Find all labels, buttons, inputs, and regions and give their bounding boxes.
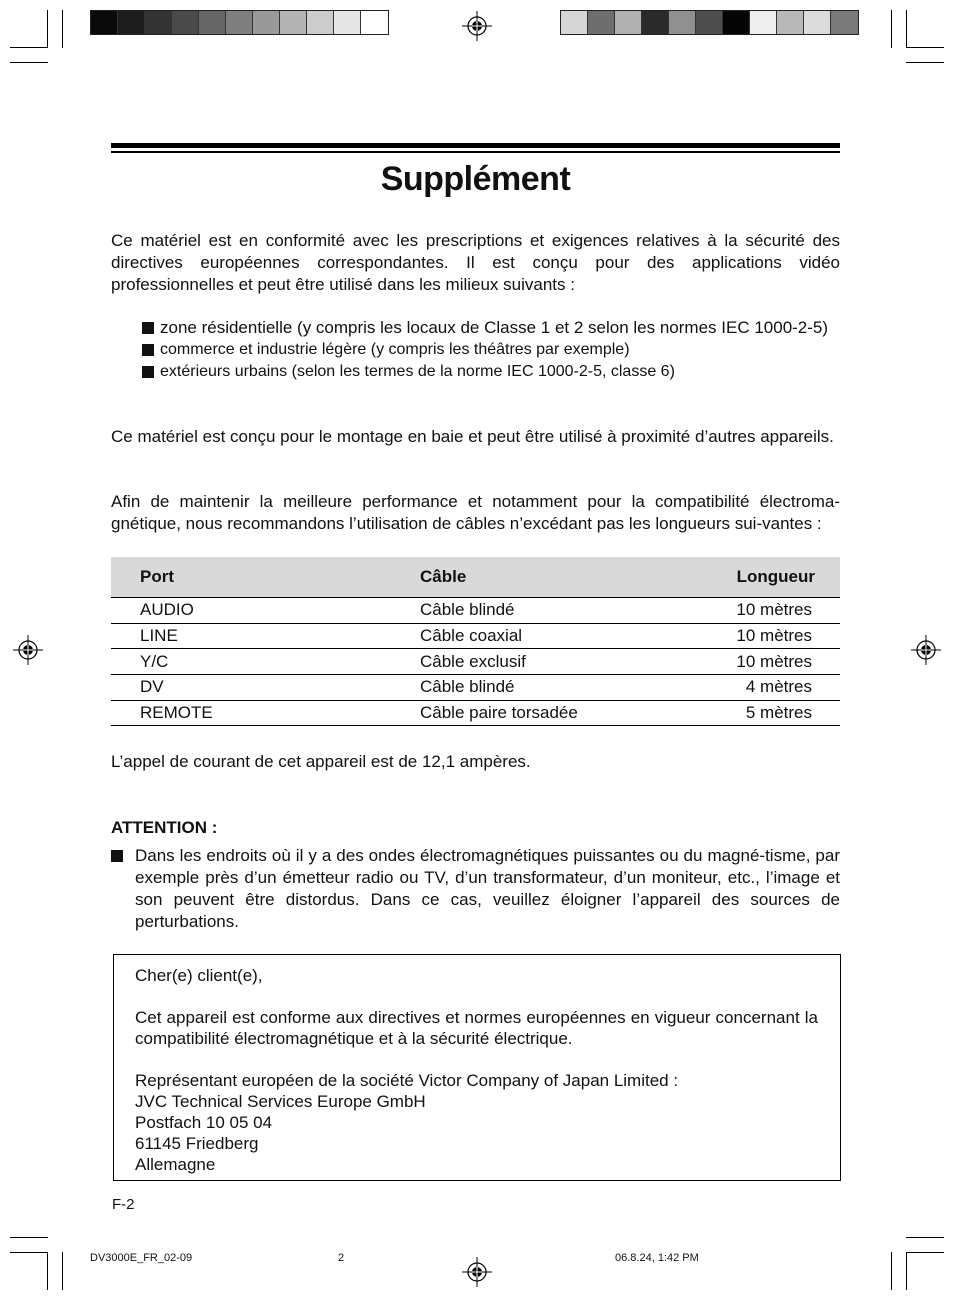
column-header-cable: Câble (420, 567, 467, 586)
cell-port: AUDIO (140, 600, 194, 620)
gray-swatch (145, 11, 172, 34)
footer-timestamp: 06.8.24, 1:42 PM (615, 1252, 699, 1264)
registration-mark-icon (462, 1257, 492, 1287)
cell-cable: Câble exclusif (420, 651, 526, 671)
footer-sheet-number: 2 (338, 1252, 345, 1264)
attention-item: Dans les endroits où il y a des ondes électromagnétiques puissantes ou du magné-tisme, par exemple près d’un émetteur radio ou TV, d’un transformateur, d’un moniteur, etc., l’image et son peuvent être distordus. Dans ce cas, veuillez éloigner l’appareil des sources de perturbations. (111, 845, 840, 933)
notice-representative: Représentant européen de la société Victor Company of Japan Limited : (135, 1071, 679, 1090)
table-row (111, 624, 840, 650)
grayscale-bar-right (560, 10, 859, 35)
gray-swatch (253, 11, 280, 34)
environment-list (142, 317, 840, 383)
cell-cable: Câble coaxial (420, 626, 523, 646)
cell-length: 10 mètres (736, 600, 812, 620)
gray-swatch (172, 11, 199, 34)
registration-mark-icon (462, 11, 492, 41)
table-row (111, 675, 840, 701)
header-rule-thick (111, 143, 840, 148)
gray-swatch (561, 11, 588, 34)
table-row (111, 598, 840, 624)
grayscale-bar-left (90, 10, 389, 35)
cell-length: 5 mètres (745, 703, 812, 723)
attention-heading: ATTENTION : (111, 818, 218, 837)
table-row (111, 701, 840, 727)
cable-intro-paragraph: Afin de maintenir la meilleure performance et notamment pour la compatibilité électroma-gnétique, nous recommandons l’utilisation de câbles n’excédant pas les longueurs sui-vantes : (111, 492, 840, 533)
page-number: F-2 (112, 1196, 135, 1213)
cell-port: Y/C (140, 651, 169, 671)
gray-swatch (118, 11, 145, 34)
footer-filename: DV3000E_FR_02-09 (90, 1252, 193, 1264)
square-bullet-icon (111, 850, 123, 862)
table-row (111, 649, 840, 675)
cell-port: LINE (140, 626, 178, 646)
notice-address-line: Postfach 10 05 04 (135, 1113, 273, 1132)
gray-swatch (831, 11, 858, 34)
square-bullet-icon (142, 344, 154, 356)
gray-swatch (361, 11, 388, 34)
cell-port: DV (140, 677, 164, 697)
header-rule-thin (111, 151, 840, 153)
cell-cable: Câble blindé (420, 677, 515, 697)
notice-address-line: 61145 Friedberg (135, 1134, 259, 1153)
table-header (111, 557, 840, 598)
notice-address-line: Allemagne (135, 1155, 216, 1174)
gray-swatch (588, 11, 615, 34)
customer-notice-box (113, 954, 841, 1181)
registration-mark-icon (13, 635, 43, 665)
cell-length: 4 mètres (745, 677, 812, 697)
gray-swatch (777, 11, 804, 34)
gray-swatch (226, 11, 253, 34)
list-item: extérieurs urbains (selon les termes de la norme IEC 1000-2-5, classe 6) (142, 361, 840, 383)
cable-table (111, 557, 840, 726)
gray-swatch (804, 11, 831, 34)
cell-port: REMOTE (140, 703, 213, 723)
gray-swatch (307, 11, 334, 34)
column-header-length: Longueur (736, 567, 815, 586)
gray-swatch (642, 11, 669, 34)
cell-cable: Câble blindé (420, 600, 515, 620)
gray-swatch (615, 11, 642, 34)
cell-length: 10 mètres (736, 626, 812, 646)
gray-swatch (696, 11, 723, 34)
list-item: commerce et industrie légère (y compris les théâtres par exemple) (142, 339, 840, 361)
gray-swatch (199, 11, 226, 34)
gray-swatch (669, 11, 696, 34)
notice-address-line: JVC Technical Services Europe GmbH (135, 1092, 426, 1111)
gray-swatch (334, 11, 361, 34)
square-bullet-icon (142, 366, 154, 378)
list-item: zone résidentielle (y compris les locaux de Classe 1 et 2 selon les normes IEC 1000-2-5) (142, 317, 840, 339)
gray-swatch (723, 11, 750, 34)
cell-length: 10 mètres (736, 651, 812, 671)
column-header-port: Port (140, 567, 174, 586)
registration-mark-icon (911, 635, 941, 665)
square-bullet-icon (142, 322, 154, 334)
gray-swatch (750, 11, 777, 34)
notice-body: Cet appareil est conforme aux directives et normes européennes en vigueur concernant la compatibilité électromagnétique et à la sécurité électrique. (135, 1008, 818, 1048)
intro-paragraph: Ce matériel est en conformité avec les prescriptions et exigences relatives à la sécurité des directives européennes correspondantes. Il est conçu pour des applications vidéo professionnelles et peut être utilisé dans les milieux suivants : (111, 231, 840, 294)
gray-swatch (91, 11, 118, 34)
current-paragraph: L’appel de courant de cet appareil est de 12,1 ampères. (111, 752, 531, 771)
notice-greeting: Cher(e) client(e), (135, 966, 263, 985)
page-title: Supplément (380, 160, 571, 198)
rack-paragraph: Ce matériel est conçu pour le montage en baie et peut être utilisé à proximité d’autres appareils. (111, 427, 834, 446)
gray-swatch (280, 11, 307, 34)
cell-cable: Câble paire torsadée (420, 703, 578, 723)
